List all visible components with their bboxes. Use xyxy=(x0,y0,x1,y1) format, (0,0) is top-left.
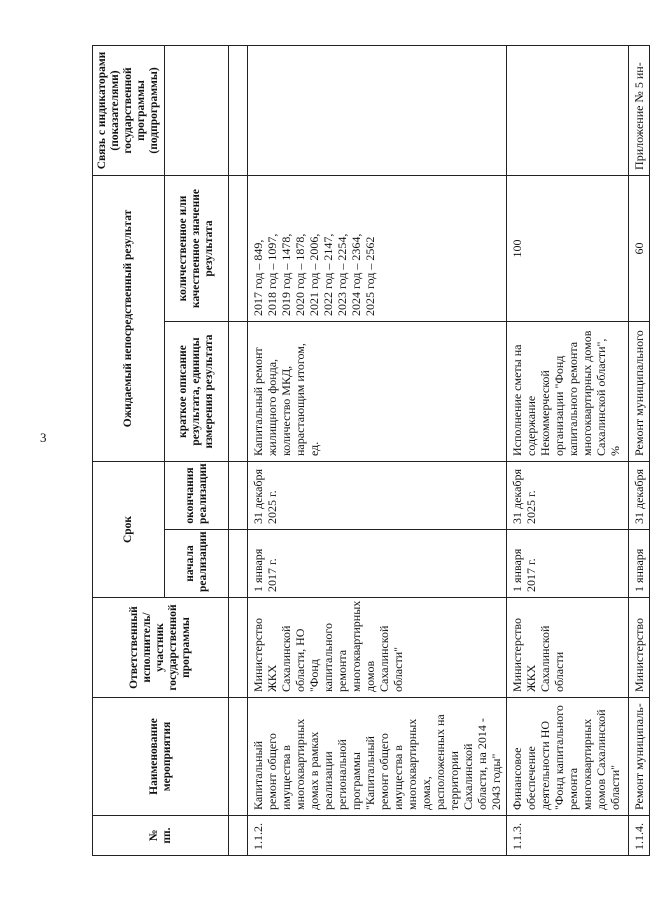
row-result-desc: Исполнение сметы на содержание Некоммерческой организации "Фонд капитального ремонта многоквартирных домов Сахалинской области", % xyxy=(507,321,629,461)
row-start: 1 января 2017 г. xyxy=(248,530,507,598)
spacer-cell xyxy=(229,698,248,816)
header-term-start: начала реализации xyxy=(165,530,229,598)
spacer-cell xyxy=(229,45,248,175)
row-end: 31 декабря xyxy=(629,461,650,529)
row-end: 31 декабря 2025 г. xyxy=(507,461,629,529)
row-responsible: Министерство ЖКХ Сахалинской области xyxy=(507,598,629,698)
spacer-cell xyxy=(229,175,248,321)
header-num: № пп. xyxy=(93,816,229,856)
row-result-value: 60 xyxy=(629,175,650,321)
row-num: 1.1.2. xyxy=(248,816,507,856)
row-result-desc: Ремонт муниципального xyxy=(629,321,650,461)
row-responsible: Министерство xyxy=(629,598,650,698)
row-result-value: 2017 год – 849, 2018 год – 1097, 2019 год – 1478, 2020 год – 1878, 2021 год – 2006, 2022 год – 2147, 2023 год – 2254, 2024 год – 2364, 2025 год – 2562 xyxy=(248,175,507,321)
row-result-value: 100 xyxy=(507,175,629,321)
header-result-desc: краткое описание результата, единицы измерения результата xyxy=(165,321,229,461)
row-num: 1.1.3. xyxy=(507,816,629,856)
measures-table xyxy=(92,45,650,856)
row-end: 31 декабря 2025 г. xyxy=(248,461,507,529)
header-link: Связь с индикаторами (показателями) государственной программы (подпрограммы) xyxy=(93,45,165,175)
row-name: Финансовое обеспечение деятельности НО "Фонд капитального ремонта многоквартирных домов Сахалинской области" xyxy=(507,698,629,816)
row-link xyxy=(507,45,629,175)
table-spacer-row xyxy=(229,45,248,855)
spacer-cell xyxy=(229,461,248,529)
row-start: 1 января 2017 г. xyxy=(507,530,629,598)
table-row xyxy=(507,45,629,855)
header-name: Наименование мероприятия xyxy=(93,698,229,816)
document-table-rotated xyxy=(92,46,646,856)
row-name: Капитальный ремонт общего имущества в многоквартирных домах в рамках реализации региональной программы "Капитальный ремонт общего имущества в многоквартирных домах, расположенных на территории Сахалинской области, на 2014 - 2043 годы" xyxy=(248,698,507,816)
header-term: Срок xyxy=(93,461,165,597)
header-responsible: Ответственный исполнитель/участник государственной программы xyxy=(93,598,229,698)
row-num: 1.1.4. xyxy=(629,816,650,856)
table-header-row xyxy=(93,45,165,855)
header-link-empty xyxy=(165,45,229,175)
header-result: Ожидаемый непосредственный результат xyxy=(93,175,165,461)
spacer-cell xyxy=(229,321,248,461)
row-responsible: Министерство ЖКХ Сахалинской области, НО "Фонд капитального ремонта многоквартирных домов Сахалинской области" xyxy=(248,598,507,698)
table-row xyxy=(248,45,507,855)
row-name: Ремонт муниципаль- xyxy=(629,698,650,816)
table-row xyxy=(629,45,650,855)
row-start: 1 января xyxy=(629,530,650,598)
header-term-end: окончания реализации xyxy=(165,461,229,529)
spacer-cell xyxy=(229,816,248,856)
row-link: Приложение № 5 ин- xyxy=(629,45,650,175)
page-number: 3 xyxy=(40,430,47,445)
spacer-cell xyxy=(229,530,248,598)
row-link xyxy=(248,45,507,175)
header-result-value: количественное или качественное значение результата xyxy=(165,175,229,321)
row-result-desc: Капитальный ремонт жилищного фонда, количество МКД, нарастающим итогом, ед. xyxy=(248,321,507,461)
spacer-cell xyxy=(229,598,248,698)
